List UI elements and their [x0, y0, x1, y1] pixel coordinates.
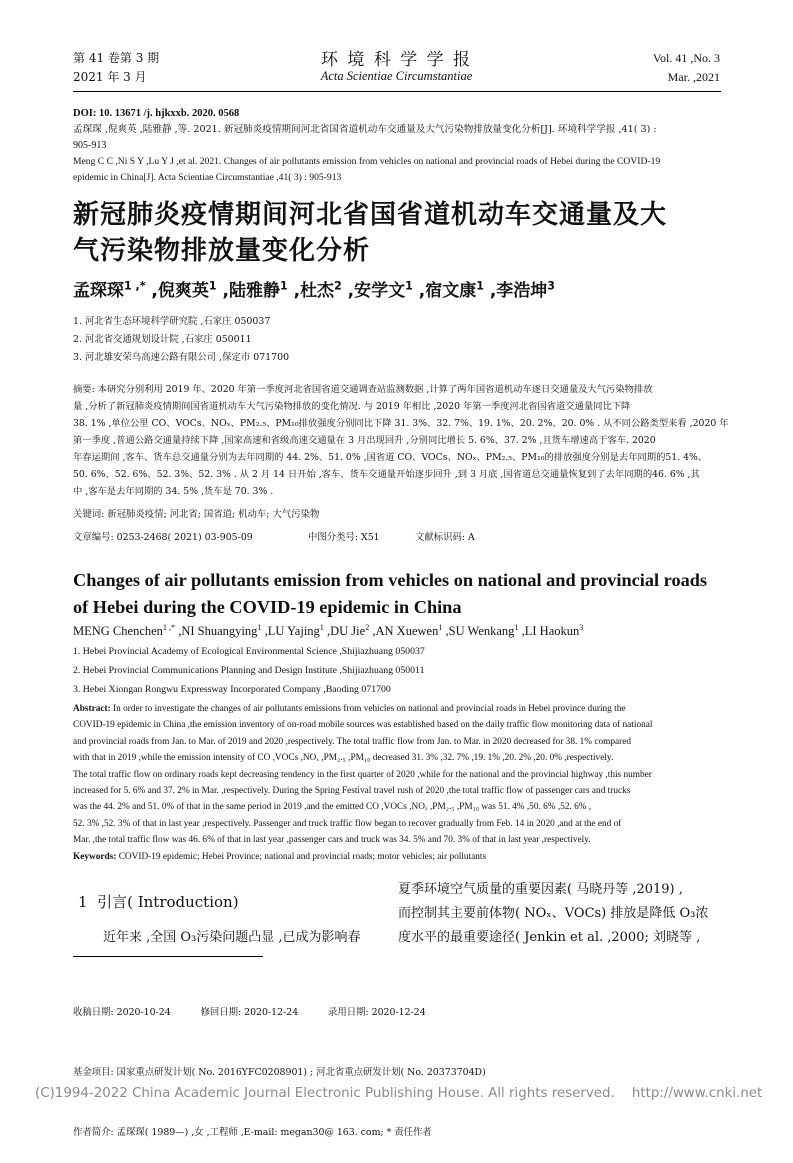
author-sup: 1: [208, 279, 217, 293]
author-cn: 李浩坤: [496, 281, 548, 301]
abstract-cn-line: 摘要: 本研究分别利用 2019 年、2020 年第一季度河北省国省道交通调查站监测数据 ,计算了两年国省道机动车逐日交通量及大气污染物排放: [73, 384, 653, 395]
funding: 基金项目: 国家重点研发计划( No. 2016YFC0208901) ; 河北省重点研发计划( No. 20373704D): [73, 1067, 486, 1078]
authors-en: [73, 624, 583, 639]
author-sup: 1: [279, 279, 288, 293]
abstract-cn-line: 年春运期间 ,客车、货车总交通量分别为去年同期的 44. 2%、51. 0% ,国省道 CO、VOCs、NOₓ、PM₂.₅、PM₁₀的排放强度分别是去年同期的51. 4%、: [73, 452, 708, 463]
date-en: Mar. ,2021: [667, 70, 720, 84]
intro-left-text: 近年来 ,全国 O₃污染问题凸显 ,已成为影响春: [103, 930, 361, 945]
doi: DOI: 10. 13671 /j. hjkxxb. 2020. 0568: [73, 108, 240, 119]
section-heading-introduction: 1 引言( Introduction): [78, 893, 239, 911]
author-en: ,DU Jie: [326, 624, 366, 638]
abstract-en-line: Mar. ,the total traffic flow was 46. 6% of that in last year ,passenger cars and truck was 34. 5% and 70. 3% of that in last year ,respectively.: [73, 835, 591, 846]
abstract-en-label: Abstract:: [73, 704, 111, 714]
author-bio: 作者简介: 孟琛琛( 1989—) ,女 ,工程师 ,E-mail: megan30@ 163. com; * 责任作者: [73, 1127, 432, 1138]
affiliation-cn: 1. 河北省生态环境科学研究院 ,石家庄 050037: [73, 316, 271, 327]
intro-right-line: 而控制其主要前体物( NOₓ、VOCs) 排放是降低 O₃浓: [398, 906, 709, 921]
affiliation-en: 2. Hebei Provincial Communications Planning and Design Institute ,Shijiazhuang 050011: [73, 665, 425, 676]
citation-cn-pages: 905-913: [73, 140, 107, 151]
abstract-en-line: [73, 701, 721, 717]
abstract-cn-line: 中 ,客车是去年同期的 34. 5% ,货车是 70. 3% .: [73, 486, 274, 497]
abstract-en-line: The total traffic flow on ordinary roads kept decreasing tendency in the first quarter of 2020 ,while for the national and the provincial highway ,this number: [73, 769, 652, 780]
author-cn: 陆雅静: [228, 281, 280, 301]
abstract-en-line: with that in 2019 ,while the emission intensity of CO ,VOCs ,NOₓ ,PM₂.₅ ,PM₁₀ decreased 31. 3% ,32. 7% ,19. 1% ,20. 2% ,20. 0% ,respectively.: [73, 753, 614, 764]
author-sup: 1: [476, 279, 484, 293]
citation-en: Meng C C ,Ni S Y ,Lu Y J ,et al. 2021. Changes of air pollutants emission from vehicles on national and provincial roads of Hebei during the COVID-19: [73, 156, 661, 167]
citation-cn: 孟琛琛 ,倪爽英 ,陆雅静 ,等. 2021. 新冠肺炎疫情期间河北省国省道机动车交通量及大气污染物排放量变化分析[J]. 环境科学学报 ,41( 3) :: [73, 124, 657, 135]
footnotes: [73, 963, 486, 1163]
author-sup: 1: [319, 622, 324, 632]
author-sup: 1: [257, 622, 262, 632]
affiliation-en: 1. Hebei Provincial Academy of Ecological Environmental Science ,Shijiazhuang 050037: [73, 646, 425, 657]
publication-date: 2021 年 3 月: [73, 70, 147, 84]
author-en: ,SU Wenkang: [445, 624, 515, 638]
affiliation-en: 3. Hebei Xiongan Rongwu Expressway Incorporated Company ,Baoding 071700: [73, 684, 391, 695]
keywords-en: [73, 849, 721, 865]
author-sup: 2: [365, 622, 370, 632]
author-sup: 1: [405, 279, 413, 293]
article-number: 文章编号: 0253-2468( 2021) 03-905-09: [73, 532, 253, 543]
author-sup: 1: [514, 622, 519, 632]
abstract-en-line: COVID-19 epidemic in China ,the emission inventory of on-road mobile sources was established based on the daily traffic flow monitoring data of national: [73, 720, 653, 731]
title-cn: [73, 197, 667, 269]
abstract-en-line: 52. 3% ,52. 3% of that in last year ,respectively. Passenger and truck traffic flow began to recover gradually from Feb. 14 in 2020 ,and at the end of: [73, 818, 622, 829]
keywords-en-text: COVID-19 epidemic; Hebei Province; national and provincial roads; motor vehicles; air pollutants: [118, 851, 487, 862]
abstract-cn-line: 量 ,分析了新冠肺炎疫情期间国省道机动车大气污染物排放的变化情况. 与 2019 年相比 ,2020 年第一季度河北省国省道交通量同比下降: [73, 401, 631, 412]
received-dates: 收稿日期: 2020-10-24 修回日期: 2020-12-24 录用日期: 2020-12-24: [73, 1007, 426, 1018]
author-sup: 1: [438, 622, 443, 632]
clc-number: 中图分类号: X51: [308, 532, 380, 543]
author-cn: 倪爽英: [157, 281, 209, 301]
affiliations-cn: [73, 313, 289, 367]
title-cn-line1: 新冠肺炎疫情期间河北省国省道机动车交通量及大: [73, 200, 668, 230]
affiliation-cn: 2. 河北省交通规划设计院 ,石家庄 050011: [73, 334, 252, 345]
author-en: MENG Chenchen: [73, 624, 163, 638]
abstract-cn: [73, 381, 729, 500]
title-cn-line2: 气污染物排放量变化分析: [73, 236, 371, 266]
affiliation-cn: 3. 河北雄安荣乌高速公路有限公司 ,保定市 071700: [73, 352, 290, 363]
author-cn: 孟琛琛: [73, 281, 124, 301]
abstract-en: [73, 701, 721, 865]
citation-en-2: epidemic in China[J]. Acta Scientiae Circumstantiae ,41( 3) : 905-913: [73, 172, 342, 183]
journal-title-en: Acta Scientiae Circumstantiae: [320, 69, 473, 83]
author-en: ,LU Yajing: [264, 624, 320, 638]
author-en: ,AN Xuewen: [372, 624, 439, 638]
abstract-cn-line: 第一季度 ,普通公路交通量持续下降 ,国家高速和省级高速交通量在 3 月出现回升 ,分别同比增长 5. 6%、37. 2% ,且货车增速高于客车. 2020: [73, 435, 656, 446]
abstract-en-line: increased for 5. 6% and 37. 2% in Mar. ,respectively. During the Spring Festival travel rush of 2020 ,the total traffic flow of passenger cars and trucks: [73, 786, 631, 797]
intro-right-text: [398, 878, 721, 950]
volume-issue: 第 41 卷第 3 期: [73, 51, 160, 65]
abstract-cn-line: 50. 6%、52. 6%、52. 3%、52. 3% . 从 2 月 14 日开始 ,客车、货车交通量开始逐步回升 ,到 3 月底 ,国省道总交通量恢复到了去年同期的46. 6% ,其: [73, 469, 700, 480]
authors-cn: 孟琛琛$^{1 ,*}$ ,倪爽英$^1$ ,陆雅静$^1$ ,杜杰$^2$ ,安学文$^1$ ,宿文康$^1$ ,李浩坤$^3$: [73, 279, 555, 301]
abstract-en-line: and provincial roads from Jan. to Mar. of 2019 and 2020 ,respectively. The total traffic flow from Jan. to Mar. in 2020 decreased for 38. 1% compared: [73, 736, 631, 747]
author-en: ,LI Haokun: [521, 624, 580, 638]
title-en: [73, 567, 707, 621]
volume-en: Vol. 41 ,No. 3: [652, 51, 720, 65]
author-cn: 安学文: [354, 281, 406, 301]
title-en-line2: of Hebei during the COVID-19 epidemic in China: [73, 597, 462, 617]
copyright-footer: (C)1994-2022 China Academic Journal Electronic Publishing House. All rights reserved. http://www.cnki.net: [35, 1086, 763, 1101]
author-sup: 3: [579, 622, 584, 632]
intro-right-line: 夏季环境空气质量的重要因素( 马晓丹等 ,2019) ,: [398, 882, 683, 897]
author-sup: 2: [334, 279, 342, 293]
abstract-en-text: In order to investigate the changes of air pollutants emissions from vehicles on national and provincial roads in Hebei province during the: [113, 704, 626, 714]
author-sup: 1 ,*: [124, 279, 146, 293]
author-sup: 1 ,*: [162, 622, 176, 632]
intro-right-line: 度水平的最重要途径( Jenkin et al. ,2000; 刘晓等 ,: [398, 930, 701, 945]
author-en: ,NI Shuangying: [178, 624, 258, 638]
header-rule: [73, 91, 721, 92]
abstract-en-line: was the 44. 2% and 51. 0% of that in the same period in 2019 ,and the emitted CO ,VOCs ,NOₓ ,PM₂.₅ ,PM₁₀ was 51. 4% ,50. 6% ,52. 6% ,: [73, 802, 592, 813]
footnote-rule: [73, 956, 263, 957]
journal-title-cn: 环 境 科 学 学 报: [320, 50, 473, 70]
author-sup: 3: [547, 279, 555, 293]
keywords-en-label: Keywords:: [73, 851, 117, 862]
keywords-cn: 关键词: 新冠肺炎疫情; 河北省; 国省道; 机动车; 大气污染物: [73, 509, 320, 520]
author-cn: 杜杰: [300, 281, 335, 301]
abstract-cn-line: 38. 1% ,单位公里 CO、VOCs、NOₓ、PM₂.₅、PM₁₀排放强度分别同比下降 31. 3%、32. 7%、19. 1%、20. 2%、20. 0% . 从不同公路类型来看 ,2020 年: [73, 418, 729, 429]
title-en-line1: Changes of air pollutants emission from vehicles on national and provincial roads: [73, 570, 708, 590]
document-code: 文献标识码: A: [415, 532, 475, 543]
affiliations-en: [73, 642, 425, 699]
author-cn: 宿文康: [425, 281, 477, 301]
